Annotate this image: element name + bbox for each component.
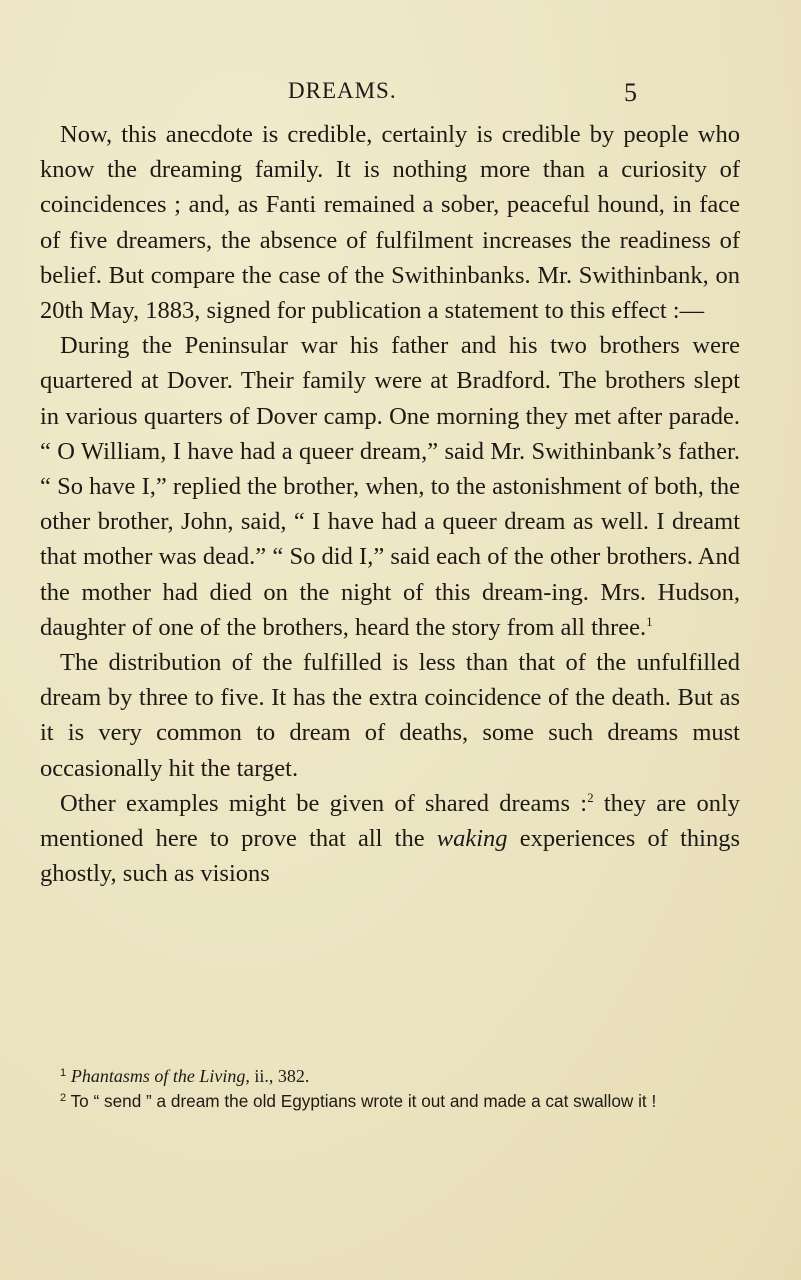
paragraph-1: Now, this anecdote is credible, certainly is credible by people who know the dreaming family. It is nothing more than a curiosity of coincidences ; and, as Fanti remained a sober, peaceful hound, in face of five dreamers, the absence of fulfilment increases the readiness of belief. But compare the case of the Swithinbanks. Mr. Swithinbank, on 20th May, 1883, signed for publication a statement to this effect :— [40,121,740,325]
running-head: DREAMS. [288,78,397,103]
paragraph-4-text-a: Other examples might be given of shared dreams : [60,789,588,817]
page-number: 5 [624,78,637,107]
footnote-1 [40,1064,740,1089]
page-header [0,78,801,108]
body-text [40,117,740,891]
footnote-ref-1: 1 [646,613,653,629]
paragraph-2 [40,328,740,645]
footnotes [40,1064,740,1113]
footnote-2-text: To “ send ” a dream the old Egyptians wrote it out and made a cat swallow it ! [66,1090,657,1111]
paragraph-4 [40,786,740,892]
paragraph-4-italic: waking [436,825,508,853]
footnote-ref-2: 2 [587,789,594,805]
paragraph-3: The distribution of the fulfilled is less than that of the unfulfilled dream by three to five. It has the extra coincidence of the death. But as it is very common to dream of deaths, some such dreams must occasionally hit the target. [40,649,740,782]
footnote-1-mark: 1 [60,1067,67,1079]
paragraph-4-text-c: experiences of things ghostly, such as visions [40,825,740,888]
footnote-1-rest: , ii., 382. [245,1066,310,1086]
footnote-2-mark: 2 [60,1091,67,1104]
paragraph-2-text: During the Peninsular war his father and his two brothers were quartered at Dover. Their family were at Bradford. The brothers slept in various quarters of Dover camp. One morning they met after parade. “ O William, I have had a queer dream,” said Mr. Swithinbank’s father. “ So have I,” replied the brother, when, to the astonishment of both, the other brother, John, said, “ I have had a queer dream as well. I dreamt that mother was dead.” “ So did I,” said each of the other brothers. And the mother had died on the night of this dream-ing. Mrs. Hudson, daughter of one of the brothers, heard the story from all three. [40,332,740,641]
footnote-2 [40,1089,740,1114]
footnote-1-title: Phantasms of the Living [70,1066,246,1086]
paragraph-4-text-b: they are only mentioned here to prove that all the [40,789,741,853]
